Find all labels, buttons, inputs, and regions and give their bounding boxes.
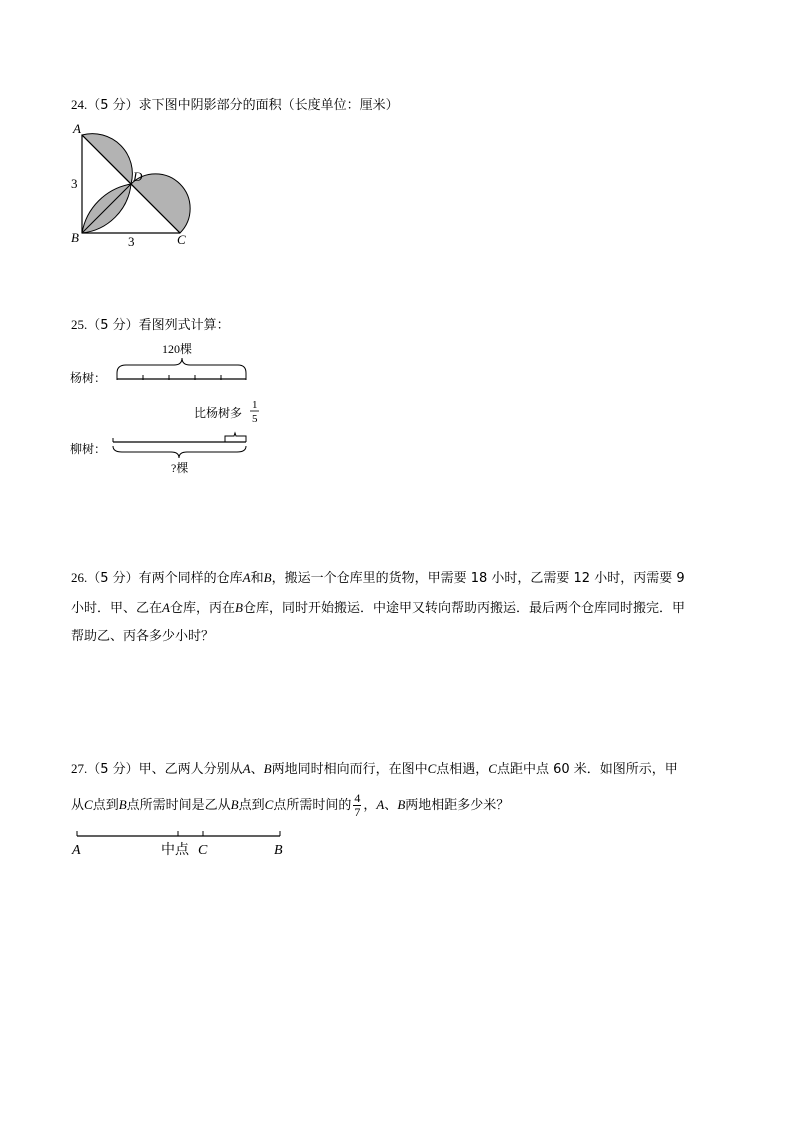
extra-brace bbox=[225, 433, 246, 442]
liu-label: 柳树： bbox=[70, 442, 107, 456]
text-segment: 小时．甲、乙在 bbox=[71, 601, 163, 616]
fraction-numerator: 1 bbox=[252, 399, 258, 411]
question-27-line2 bbox=[71, 790, 509, 821]
var-a: A bbox=[242, 570, 251, 585]
question-text: 求下图中阴影部分的面积（长度单位：厘米） bbox=[138, 98, 399, 113]
label-a: A bbox=[72, 843, 81, 858]
text-segment: 和 bbox=[250, 571, 264, 586]
bottom-brace bbox=[113, 446, 246, 458]
question-24-title bbox=[71, 96, 399, 115]
var-c: C bbox=[264, 797, 274, 812]
question-score: （5 分） bbox=[87, 571, 139, 586]
var-b: B bbox=[234, 600, 243, 615]
text-segment: 点所需时间是乙从 bbox=[126, 798, 231, 813]
label-b: B bbox=[71, 230, 79, 245]
label-bc-length: 3 bbox=[128, 234, 135, 249]
text-segment: 点距中点 60 米．如图所示，甲 bbox=[496, 762, 678, 777]
fraction-4-7 bbox=[353, 792, 361, 819]
fraction-denominator: 7 bbox=[354, 805, 361, 819]
text-segment: 两地同时相向而行，在图中 bbox=[271, 762, 428, 777]
question-26-line1 bbox=[71, 569, 685, 588]
text-segment: 点所需时间的 bbox=[273, 798, 352, 813]
label-b: B bbox=[274, 843, 283, 858]
question-score: （5 分） bbox=[87, 762, 139, 777]
text-segment: ， bbox=[363, 798, 377, 813]
question-25-title bbox=[71, 316, 230, 335]
label-ab-length: 3 bbox=[71, 176, 78, 191]
yang-label: 杨树： bbox=[70, 371, 107, 385]
var-b: B bbox=[397, 797, 406, 812]
text-segment: 、 bbox=[384, 798, 398, 813]
text-segment: 点到 bbox=[92, 798, 119, 813]
var-b: B bbox=[263, 761, 272, 776]
question-number: 27. bbox=[71, 761, 88, 776]
top-brace bbox=[117, 358, 246, 373]
question-27-line1 bbox=[71, 760, 678, 779]
question-number: 24. bbox=[71, 97, 88, 112]
label-d: D bbox=[133, 169, 143, 184]
label-c: C bbox=[177, 232, 186, 247]
question-text: 看图列式计算： bbox=[138, 318, 230, 333]
var-a: A bbox=[376, 797, 385, 812]
text-segment: ，搬运一个仓库里的货物，甲需要 18 小时，乙需要 12 小时，丙需要 9 bbox=[271, 571, 685, 586]
var-c: C bbox=[427, 761, 437, 776]
text-segment: 甲、乙两人分别从 bbox=[138, 762, 243, 777]
q24-figure bbox=[60, 118, 200, 253]
var-a: A bbox=[162, 600, 170, 615]
var-b: B bbox=[263, 570, 272, 585]
text-segment: 帮助乙、丙各多少小时？ bbox=[71, 629, 215, 644]
fraction-denominator: 5 bbox=[252, 413, 258, 425]
question-26-line3 bbox=[71, 625, 214, 644]
question-number: 26. bbox=[71, 570, 88, 585]
var-c: C bbox=[488, 761, 497, 776]
question-score: （5 分） bbox=[87, 318, 139, 333]
label-a: A bbox=[73, 121, 81, 136]
shaded-region-upper bbox=[82, 134, 132, 184]
question-26-line2 bbox=[71, 597, 685, 616]
text-segment: 仓库，丙在 bbox=[169, 601, 235, 616]
text-segment: 仓库，同时开始搬运．中途甲又转向帮助丙搬运．最后两个仓库同时搬完．甲 bbox=[242, 601, 685, 616]
var-b: B bbox=[118, 797, 127, 812]
segment-bd bbox=[82, 184, 131, 233]
compare-label: 比杨树多 bbox=[194, 406, 243, 420]
question-number: 25. bbox=[71, 317, 88, 332]
text-segment: 从 bbox=[71, 798, 85, 813]
q25-figure bbox=[70, 338, 270, 483]
var-b: B bbox=[230, 797, 239, 812]
bottom-total-label: ?棵 bbox=[171, 461, 189, 475]
label-c: C bbox=[198, 843, 208, 858]
text-segment: 、 bbox=[250, 762, 264, 777]
top-total-label: 120棵 bbox=[162, 342, 193, 356]
fraction-numerator: 4 bbox=[354, 791, 361, 805]
text-segment: 有两个同样的仓库 bbox=[138, 571, 243, 586]
label-mid: 中点 bbox=[161, 843, 189, 858]
var-a: A bbox=[242, 761, 251, 776]
var-c: C bbox=[84, 797, 93, 812]
text-segment: 点到 bbox=[238, 798, 265, 813]
text-segment: 两地相距多少米？ bbox=[405, 798, 510, 813]
q27-figure bbox=[70, 828, 290, 860]
question-score: （5 分） bbox=[87, 98, 139, 113]
text-segment: 点相遇， bbox=[436, 762, 489, 777]
